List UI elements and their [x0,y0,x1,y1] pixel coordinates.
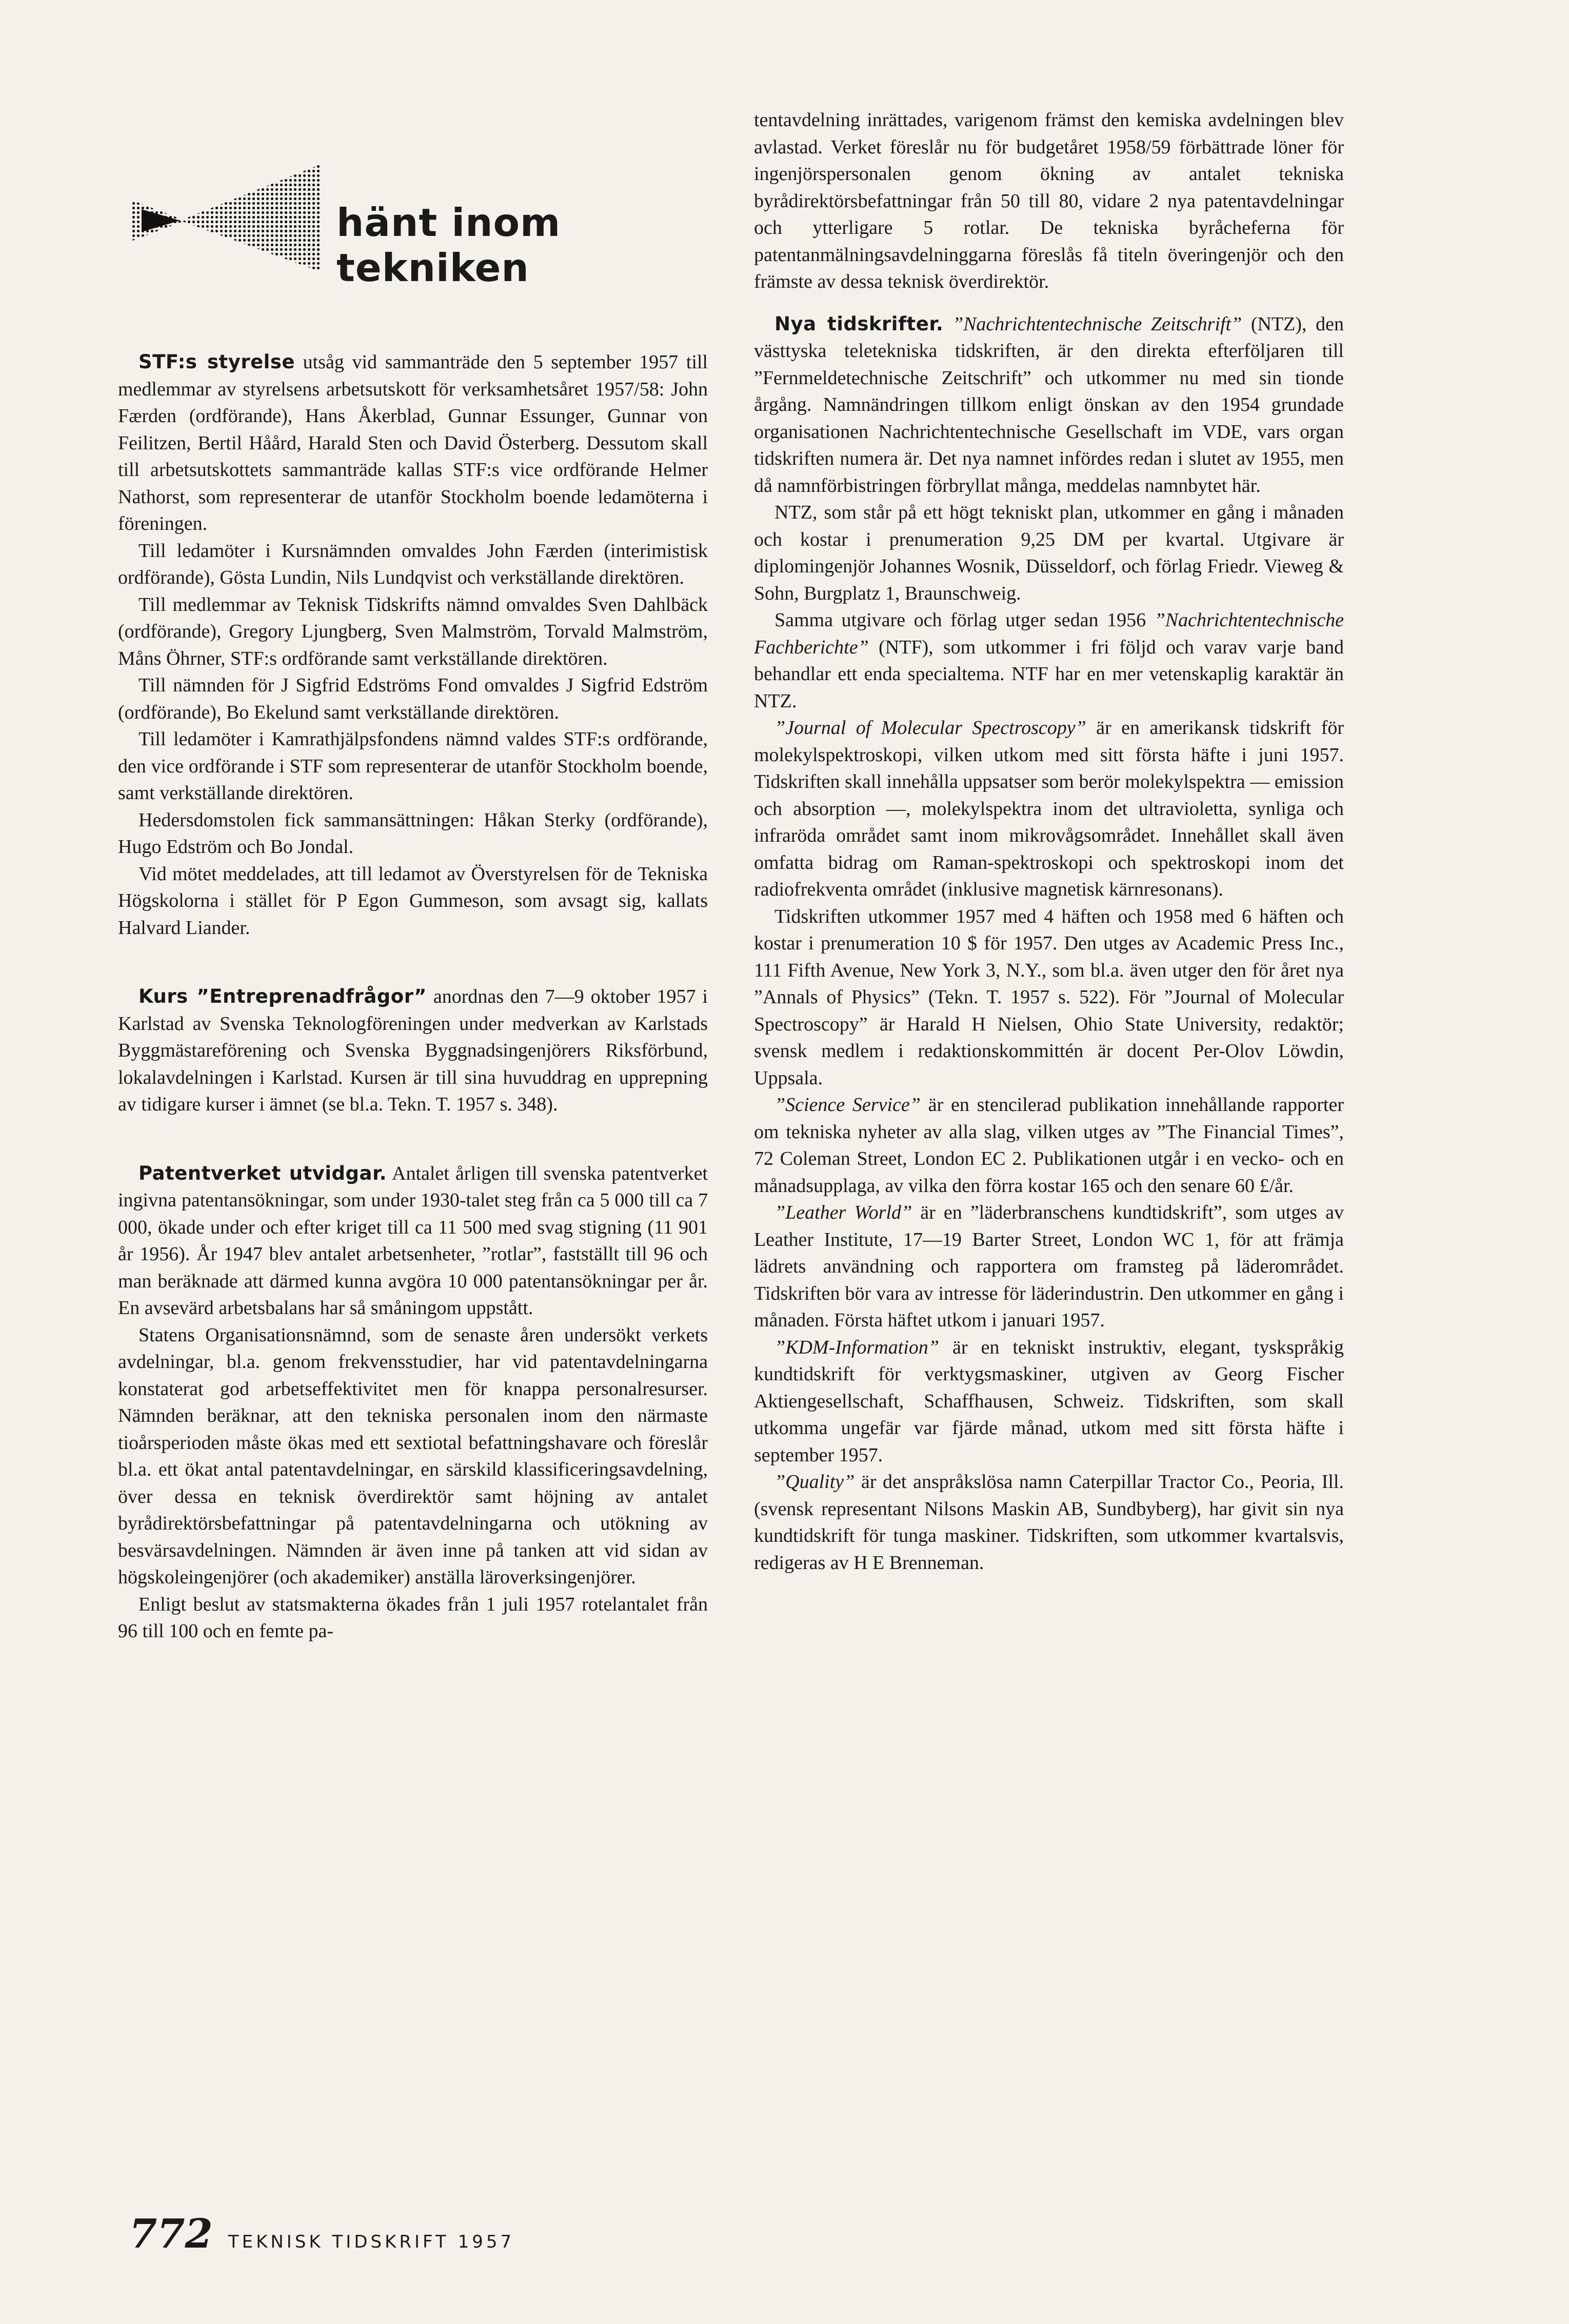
left-column [118,349,708,1645]
paragraph: tentavdelning inrättades, varigenom främst den kemiska avdelningen blev avlastad. Verket föreslår nu för budgetåret 1958/59 förbättrade löner för ingenjörspersonalen genom ökning av antalet tekniska byrådirektörsbefattningar från 50 till 80, vidare 2 nya patentavdelningar och ytterligare 5 rotlar. De tekniska byråcheferna för patentanmälningsavdelninggarna föreslås få titeln överingenjör och den främste av dessa teknisk överdirektör. [754,109,1344,292]
paragraph: Enligt beslut av statsmakterna ökades från 1 juli 1957 rotelantalet från 96 till 100 och en femte pa- [118,1593,708,1642]
paragraph: Till medlemmar av Teknisk Tidskrifts nämnd omvaldes Sven Dahlbäck (ordförande), Gregory Ljungberg, Sven Malmström, Torvald Malmström, Måns Öhrner, STF:s ordförande samt verkställande direktören. [118,593,708,669]
heading-patentverket: Patentverket utvidgar. [138,1162,387,1184]
right-column [754,107,1344,1576]
paragraph: ”KDM-Information” är en tekniskt instruktiv, elegant, tyskspråkig kundtidskrift för verktygsmaskiner, utgiven av Georg Fischer Aktiengesellschaft, Schaffhausen, Schweiz. Tidskriften, som skall utkomma ungefär var fjärde månad, utkom med sitt första häfte i september 1957. [754,1336,1344,1466]
paragraph: ”Science Service” är en stencilerad publikation innehållande rapporter om tekniska nyheter av alla slag, vilken utges av ”The Financial Times”, 72 Coleman Street, London EC 2. Publikationen utgår i en vecko- och en månadsupplaga, av vilka den förra kostar 165 och den senare 60 £/år. [754,1094,1344,1197]
paragraph: ”Quality” är det anspråkslösa namn Caterpillar Tractor Co., Peoria, Ill. (svensk representant Nilsons Maskin AB, Sundbyberg), har givit sin nya kundtidskrift för tunga maskiner. Tidskriften, som utkommer kvartalsvis, redigeras av H E Brenneman. [754,1471,1344,1574]
article-kurs: Kurs ”Entreprenadfrågor” anordnas den 7—9 oktober 1957 i Karlstad av Svenska Teknologföreningen under medverkan av Karlstads Byggmästareförening och Svenska Byggnadsingenjörers Riksförbund, lokalavdelningen i Karlstad. Kursen är till sina huvuddrag en upprepning av tidigare kurser i ämnet (se bl.a. Tekn. T. 1957 s. 348). [118,985,708,1115]
article-stf: STF:s styrelse utsåg vid sammanträde den 5 september 1957 till medlemmar av styrelsens arbetsutskott för verksamhetsåret 1957/58: John Færden (ordförande), Hans Åkerblad, Gunnar Essunger, Gunnar von Feilitzen, Bertil Håård, Harald Sten och David Österberg. Dessutom skall till arbetsutskottets sammanträde kallas STF:s vice ordförande Helmer Nathorst, som representerar de utanför Stockholm boende ledamöterna i föreningen. [118,351,708,534]
journal-name: TEKNISK TIDSKRIFT 1957 [228,2232,515,2252]
paragraph: Till ledamöter i Kursnämnden omvaldes John Færden (interimistisk ordförande), Gösta Lundin, Nils Lundqvist och verkställande direktören. [118,540,708,588]
heading-kurs: Kurs ”Entreprenadfrågor” [138,985,427,1007]
heading-nya-tidskrifter: Nya tidskrifter. [774,312,944,335]
paragraph: ”Leather World” är en ”läderbranschens kundtidskrift”, som utges av Leather Institute, 17—19 Barter Street, London WC 1, för att främja lädrets användning och rapportera om framsteg på läderområdet. Tidskriften bör vara av intresse för läderindustrin. Den utkommer en gång i månaden. Första häftet utkom i januari 1957. [754,1202,1344,1331]
paragraph: Till ledamöter i Kamrathjälpsfondens nämnd valdes STF:s ordförande, den vice ordförande i STF som representerar de utanför Stockholm boende, samt verkställande direktören. [118,728,708,804]
section-title: hänt inom tekniken [336,200,561,290]
heading-stf: STF:s styrelse [138,351,295,373]
paragraph: Samma utgivare och förlag utger sedan 1956 ”Nachrichtentechnische Fachberichte” (NTF), som utkommer i fri följd och varav varje band behandlar ett enda specialtema. NTF har en mer vetenskaplig karaktär än NTZ. [754,609,1344,712]
paragraph: ”Journal of Molecular Spectroscopy” är en amerikansk tidskrift för molekylspektroskopi, vilken utkom med sitt första häfte i juni 1957. Tidskriften skall innehålla uppsatser som berör molekylspektra — emission och absorption —, molekylspektra inom det ultravioletta, synliga och infraröda området samt inom mikrovågsområdet. Innehållet skall även omfatta bidrag om Raman-spektroskopi och spektroskopi inom det radiofrekventa området (inklusive magnetisk kärnresonans). [754,717,1344,900]
page-footer [129,2211,514,2262]
article-nya-tidskrifter: Nya tidskrifter. ”Nachrichtentechnische Zeitschrift” (NTZ), den västtyska teletekniska tidskriften, är den direkta efterföljaren till ”Fernmeldetechnische Zeitschrift” och utkommer nu med sin tionde årgång. Namnändringen tillkom enligt önskan av den 1954 grundade organisationen Nachrichtentechnische Gesellschaft im VDE, vars organ tidskriften numera är. Det nya namnet infördes redan i slutet av 1955, men då namnförbistringen förbryllat många, meddelas namnbytet här. [754,312,1344,496]
paragraph: Hedersdomstolen fick sammansättningen: Håkan Sterky (ordförande), Hugo Edström och Bo Jondal. [118,809,708,858]
section-header [131,164,716,290]
page-number: 772 [129,2211,213,2257]
paragraph: Tidskriften utkommer 1957 med 4 häften och 1958 med 6 häften och kostar i prenumeration 10 $ för 1957. Den utges av Academic Press Inc., 111 Fifth Avenue, New York 3, N.Y., som bl.a. även utger den för året nya ”Annals of Physics” (Tekn. T. 1957 s. 522). För ”Journal of Molecular Spectroscopy” är Harald H Nielsen, Ohio State University, redaktör; svensk medlem i redaktionskommittén är docent Per-Olov Löwdin, Uppsala. [754,905,1344,1089]
article-patentverket: Patentverket utvidgar. Antalet årligen till svenska patentverket ingivna patentansökningar, som under 1930-talet steg från ca 5 000 till ca 7 000, ökade under och efter kriget till ca 11 500 med svag stigning (11 901 år 1956). År 1947 blev antalet arbetsenheter, ”rotlar”, fastställt till 96 och man beräknade att därmed kunna avgöra 10 000 patentansökningar per år. En avsevärd arbetsbalans har så småningom uppstått. [118,1162,708,1319]
paragraph: Vid mötet meddelades, att till ledamot av Överstyrelsen för de Tekniska Högskolorna i stället för P Egon Gummeson, som avsagt sig, kallats Halvard Liander. [118,863,708,939]
paragraph: Till nämnden för J Sigfrid Edströms Fond omvaldes J Sigfrid Edström (ordförande), Bo Ekelund samt verkställande direktören. [118,674,708,723]
arrow-dot-funnel-icon [131,164,326,272]
paragraph: Statens Organisationsnämnd, som de senaste åren undersökt verkets avdelningar, bl.a. genom frekvensstudier, har vid patentavdelningarna konstaterat god arbetseffektivitet men för knappa personalresurser. Nämnden beräknar, att den tekniska personalen inom den närmaste tioårsperioden måste ökas med ett sextiotal befattningshavare och föreslår bl.a. ett ökat antal patentavdelningar, en särskild klassificeringsavdelning, över dessa en teknisk överdirektör samt höjning av antalet byrådirektörsbefattningar på patentavdelningarna och utökning av besvärsavdelningen. Nämnden är även inne på tanken att vid sidan av högskoleingenjörer (och akademiker) anställa läroverksingenjörer. [118,1324,708,1588]
paragraph: NTZ, som står på ett högt tekniskt plan, utkommer en gång i månaden och kostar i prenumeration 9,25 DM per kvartal. Utgivare är diplomingenjör Johannes Wosnik, Düsseldorf, och förlag Friedr. Vieweg & Sohn, Burgplatz 1, Braunschweig. [754,502,1344,604]
